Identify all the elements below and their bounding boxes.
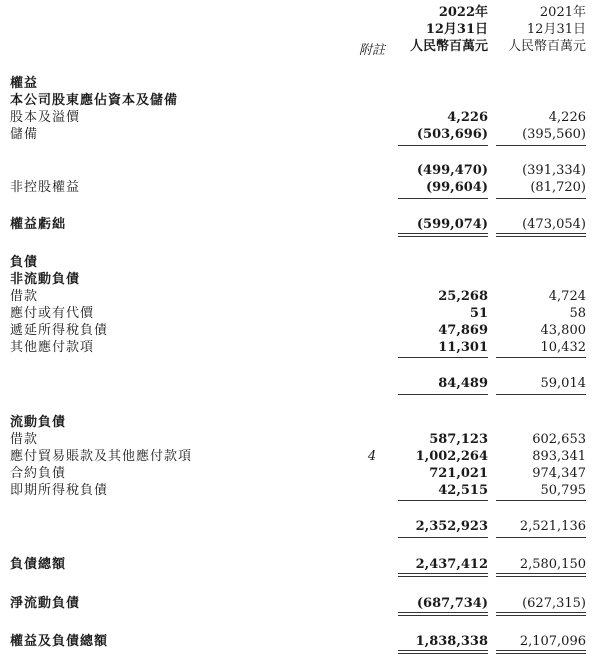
table-row: [0, 179, 600, 196]
row-label: 儲備: [10, 127, 39, 142]
value-2021: (395,560): [522, 127, 586, 142]
value-2022: 4,226: [447, 110, 488, 125]
value-2021: 893,341: [532, 449, 586, 464]
divider: [496, 198, 586, 199]
column-header-2021: [486, 4, 586, 55]
double-underline: [496, 573, 586, 574]
header-date-2021: 12月31日: [526, 22, 586, 37]
value-2021: 4,226: [548, 110, 586, 125]
row-label: 流動負債: [10, 415, 67, 430]
value-2022: (99,604): [425, 180, 488, 195]
row-label: 權益虧絀: [10, 217, 67, 232]
header-year-2021: 2021年: [539, 5, 586, 20]
table-row: [0, 633, 600, 650]
table-row: [0, 126, 600, 143]
double-underline: [496, 233, 586, 234]
row-label: 股本及溢價: [10, 110, 81, 125]
row-label: 權益: [10, 76, 39, 91]
table-row: [0, 75, 600, 92]
value-2021: 2,580,150: [519, 557, 586, 572]
table-row: [0, 254, 600, 271]
row-label: 借款: [10, 432, 39, 447]
double-underline: [398, 653, 488, 654]
table-row: [0, 556, 600, 573]
divider: [496, 357, 586, 358]
table-row: [0, 448, 600, 465]
header-date-2022: 12月31日: [425, 22, 488, 37]
divider: [398, 357, 488, 358]
divider: [496, 394, 586, 395]
table-row: [0, 518, 600, 535]
value-2021: 50,795: [540, 483, 586, 498]
value-2022: (499,470): [416, 163, 488, 178]
table-row: [0, 162, 600, 179]
row-label: 權益及負債總額: [10, 634, 109, 649]
double-underline: [496, 612, 586, 613]
double-underline: [496, 236, 586, 237]
row-label: 負債總額: [10, 557, 67, 572]
value-2022: 11,301: [438, 340, 488, 355]
divider: [496, 537, 586, 538]
value-2022: 2,437,412: [415, 557, 488, 572]
table-row: [0, 431, 600, 448]
value-2022: 51: [469, 306, 488, 321]
value-2022: (599,074): [416, 217, 488, 232]
divider: [496, 145, 586, 146]
table-row: [0, 322, 600, 339]
table-row: [0, 414, 600, 431]
value-2022: 84,489: [438, 376, 488, 391]
divider: [398, 537, 488, 538]
value-2021: 10,432: [540, 340, 586, 355]
row-label: 借款: [10, 289, 39, 304]
value-2021: 602,653: [532, 432, 586, 447]
table-row: [0, 305, 600, 322]
row-label: 其他應付款項: [10, 340, 95, 355]
value-2021: 974,347: [532, 466, 586, 481]
double-underline: [398, 233, 488, 234]
value-2022: 25,268: [438, 289, 488, 304]
table-row: [0, 465, 600, 482]
row-label: 淨流動負債: [10, 596, 81, 611]
value-2021: (473,054): [522, 217, 586, 232]
value-2021: (627,315): [522, 596, 586, 611]
double-underline: [398, 650, 488, 651]
value-2022: (503,696): [416, 127, 488, 142]
value-2022: 587,123: [429, 432, 488, 447]
table-row: [0, 92, 600, 109]
table-row: [0, 339, 600, 356]
header-unit-2021: 人民幣百萬元: [507, 39, 586, 54]
double-underline: [398, 612, 488, 613]
divider: [398, 198, 488, 199]
note-ref: 4: [367, 449, 377, 464]
double-underline: [496, 576, 586, 577]
table-row: [0, 482, 600, 499]
header-year-2022: 2022年: [438, 5, 488, 20]
double-underline: [398, 236, 488, 237]
double-underline: [496, 615, 586, 616]
double-underline: [496, 653, 586, 654]
double-underline: [496, 650, 586, 651]
row-label: 遞延所得稅負債: [10, 323, 109, 338]
value-2021: 58: [569, 306, 586, 321]
row-label: 合約負債: [10, 466, 67, 481]
value-2021: 43,800: [540, 323, 586, 338]
table-row: [0, 109, 600, 126]
header-unit-2022: 人民幣百萬元: [409, 39, 488, 54]
row-label: 非控股權益: [10, 180, 81, 195]
row-label: 本公司股東應佔資本及儲備: [10, 93, 179, 108]
row-label: 負債: [10, 255, 39, 270]
row-label: 應付或有代價: [10, 306, 95, 321]
row-label: 非流動負債: [10, 272, 81, 287]
value-2021: 2,521,136: [519, 519, 586, 534]
value-2022: 47,869: [438, 323, 488, 338]
double-underline: [398, 573, 488, 574]
divider: [398, 500, 488, 501]
value-2022: 42,515: [438, 483, 488, 498]
table-row: [0, 595, 600, 612]
value-2022: 2,352,923: [415, 519, 488, 534]
note-column-header: 附註: [358, 43, 385, 58]
value-2021: (81,720): [530, 180, 586, 195]
column-header-2022: [388, 4, 488, 55]
row-label: 應付貿易賬款及其他應付款項: [10, 449, 193, 464]
value-2021: 2,107,096: [519, 634, 586, 649]
value-2021: (391,334): [522, 163, 586, 178]
value-2022: 1,838,338: [415, 634, 488, 649]
double-underline: [398, 615, 488, 616]
divider: [398, 145, 488, 146]
value-2021: 4,724: [548, 289, 586, 304]
double-underline: [398, 576, 488, 577]
table-row: [0, 375, 600, 392]
table-row: [0, 216, 600, 233]
value-2022: 721,021: [429, 466, 488, 481]
row-label: 即期所得稅負債: [10, 483, 109, 498]
divider: [398, 394, 488, 395]
divider: [496, 500, 586, 501]
value-2022: (687,734): [416, 596, 488, 611]
table-row: [0, 271, 600, 288]
value-2021: 59,014: [540, 376, 586, 391]
table-row: [0, 288, 600, 305]
value-2022: 1,002,264: [415, 449, 488, 464]
